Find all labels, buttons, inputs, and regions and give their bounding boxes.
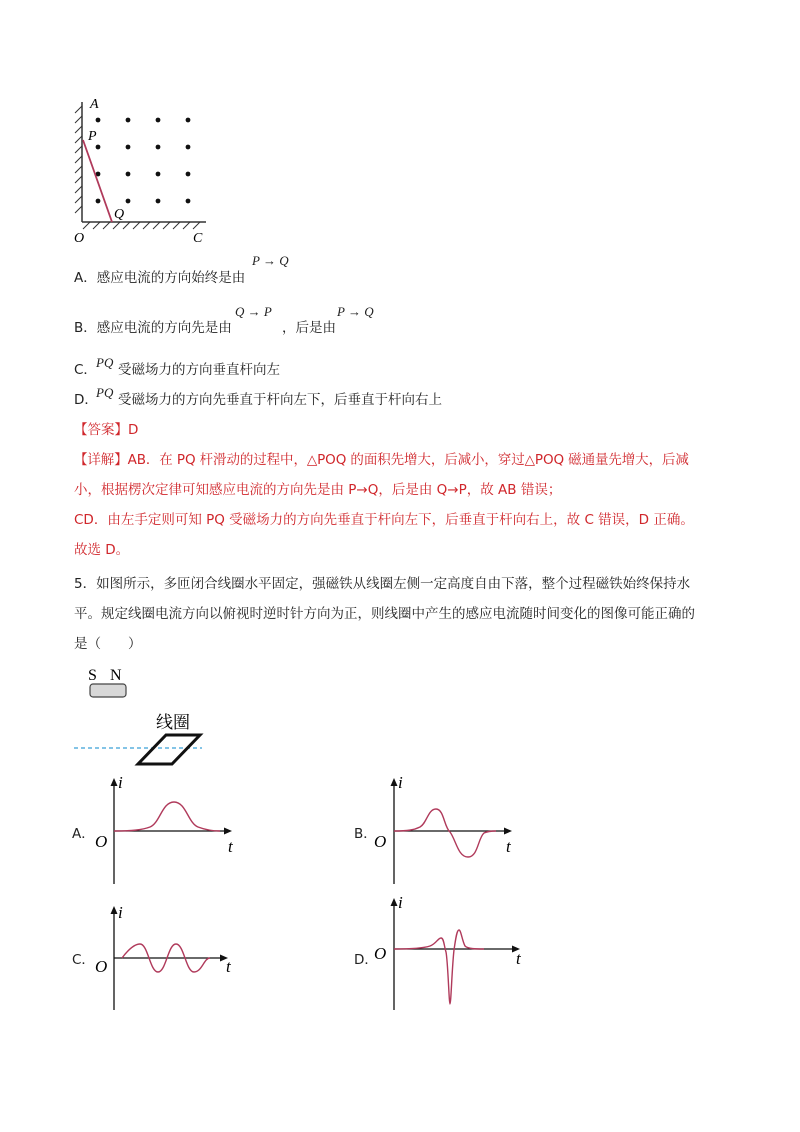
graph-c-y-arrow — [111, 906, 118, 914]
explanation-line-1: 【详解】AB．在 PQ 杆滑动的过程中，△POQ 的面积先增大，后减小，穿过△POQ 磁通量先增大，后减 — [74, 452, 689, 468]
q5-line-2: 平。规定线圈电流方向以俯视时逆时针方向为正，则线圈中产生的感应电流随时间变化的图像可能正确的 — [74, 606, 695, 622]
graph-b-curve — [394, 809, 496, 857]
graph-c — [92, 900, 252, 1012]
label-a: A — [90, 97, 99, 112]
option-b-math1: Q → P — [235, 304, 272, 319]
question-5 — [74, 569, 734, 659]
graph-b-y-label: i — [398, 773, 403, 792]
graph-d — [372, 892, 532, 1012]
graph-d-y-arrow — [391, 898, 398, 906]
graph-d-curve — [394, 930, 484, 1004]
option-c: C． — [74, 362, 97, 378]
graph-b-y-arrow — [391, 778, 398, 786]
option-d-text: 受磁场力的方向先垂直于杆向左下，后垂直于杆向右上 — [118, 392, 442, 408]
option-a-math: P → Q — [252, 253, 289, 268]
option-b-text2: ，后是由 — [282, 320, 336, 336]
wall-hatching — [75, 106, 82, 213]
coil-shape — [138, 735, 200, 764]
option-c-text: 受磁场力的方向垂直杆向左 — [118, 362, 280, 378]
answer-line: 【答案】D — [74, 422, 139, 438]
magnet-s-label: S — [88, 667, 97, 684]
label-p: P — [88, 129, 97, 144]
graph-c-x-label: t — [226, 957, 231, 976]
magnet-bar — [90, 684, 126, 697]
q5-line-3: 是（ ） — [74, 636, 142, 652]
option-a: A．感应电流的方向始终是由 — [74, 270, 246, 286]
floor-hatching — [83, 222, 200, 229]
magnet-n-label: N — [110, 667, 122, 684]
explanation-line-4: 故选 D。 — [74, 542, 130, 558]
graph-d-origin: O — [374, 944, 387, 963]
graph-b-letter: B． — [354, 826, 377, 842]
graph-b-origin: O — [374, 832, 387, 851]
rod-field-figure — [64, 92, 224, 252]
graph-a-origin: O — [95, 832, 108, 851]
graph-a-y-arrow — [111, 778, 118, 786]
graph-c-y-label: i — [118, 903, 123, 922]
graph-d-letter: D． — [354, 952, 378, 968]
rod-pq — [83, 140, 112, 222]
graph-a-x-arrow — [224, 828, 232, 835]
graph-d-x-label: t — [516, 949, 521, 968]
graph-d-y-label: i — [398, 893, 403, 912]
label-o: O — [74, 231, 85, 246]
option-d-math: PQ — [96, 385, 114, 400]
graph-b-x-label: t — [506, 837, 511, 856]
graph-a-curve — [114, 802, 220, 831]
graph-a — [92, 772, 252, 887]
graph-a-x-label: t — [228, 837, 233, 856]
q5-line-1: 5．如图所示，多匝闭合线圈水平固定，强磁铁从线圈左侧一定高度自由下落，整个过程磁铁始终保持水 — [74, 576, 691, 592]
option-b-math2: P → Q — [337, 304, 374, 319]
graph-a-letter: A． — [72, 826, 95, 842]
label-q: Q — [114, 207, 125, 222]
graph-a-y-label: i — [118, 773, 123, 792]
label-c: C — [193, 231, 203, 246]
graph-b-x-arrow — [504, 828, 512, 835]
explanation-line-2: 小，根据楞次定律可知感应电流的方向先是由 P→Q，后是由 Q→P，故 AB 错误； — [74, 482, 562, 498]
coil-label: 线圈 — [156, 713, 190, 732]
graph-c-letter: C． — [72, 952, 95, 968]
graph-b — [372, 772, 532, 887]
graph-c-origin: O — [95, 957, 108, 976]
magnet-coil-figure — [70, 658, 220, 770]
magnetic-field-dots — [96, 118, 191, 204]
explanation-block — [74, 445, 734, 565]
option-d: D． — [74, 392, 98, 408]
option-b: B．感应电流的方向先是由 — [74, 320, 232, 336]
option-c-math: PQ — [96, 355, 114, 370]
explanation-line-3: CD．由左手定则可知 PQ 受磁场力的方向先垂直于杆向左下，后垂直于杆向右上，故 C 错误，D 正确。 — [74, 512, 694, 528]
